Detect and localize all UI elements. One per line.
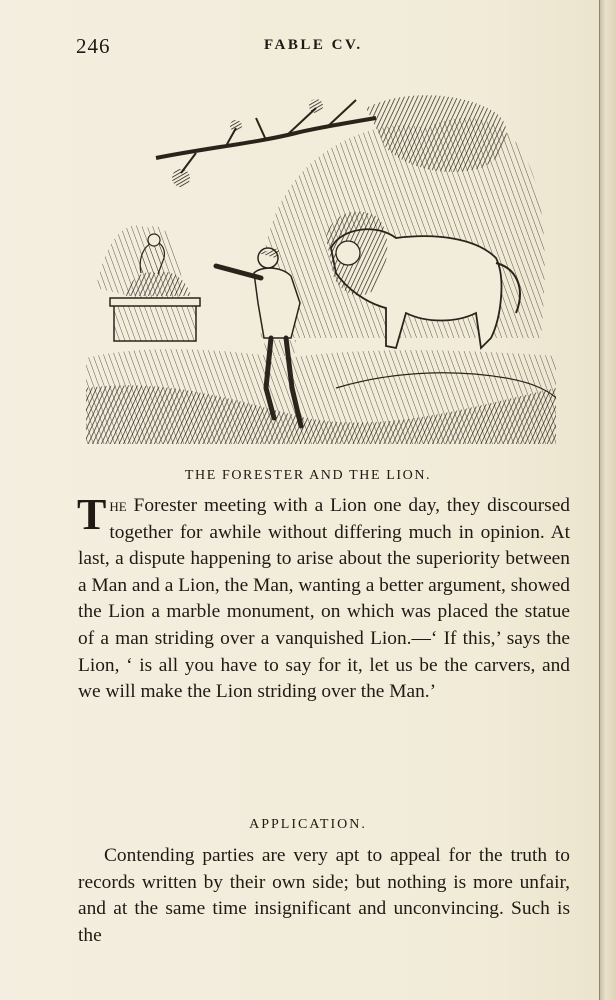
- illustration-caption: THE FORESTER AND THE LION.: [184, 468, 432, 483]
- small-caps-opening: he: [109, 495, 127, 515]
- fable-text: [78, 492, 570, 706]
- drop-cap: T: [77, 490, 107, 539]
- page-header: [76, 34, 566, 58]
- page-edge: [599, 0, 616, 1000]
- running-head: FABLE CV.: [264, 37, 363, 53]
- application-text: Contending parties are very apt to appeal for the truth to records written by their own side; but nothing is more unfair, and at the same time insignificant and unconvincing. Such is the: [78, 845, 570, 946]
- application-heading: APPLICATION.: [249, 817, 367, 832]
- page-number: 246: [76, 34, 111, 58]
- fable-body: Forester meeting with a Lion one day, they discoursed together for awhile without differing much in opinion. At last, a dispute happening to arise about the superiority between a Man and a Lion, the Man, wanting a better argument, showed the Lion a marble monument, on which was placed the statue of a man striding over a vanquished Lion.—‘ If this,’ says the Lion, ‘ is all you have to say for it, let us be the carvers, and we will make the Lion striding over the Man.’: [78, 495, 570, 703]
- engraving-illustration: [86, 88, 556, 444]
